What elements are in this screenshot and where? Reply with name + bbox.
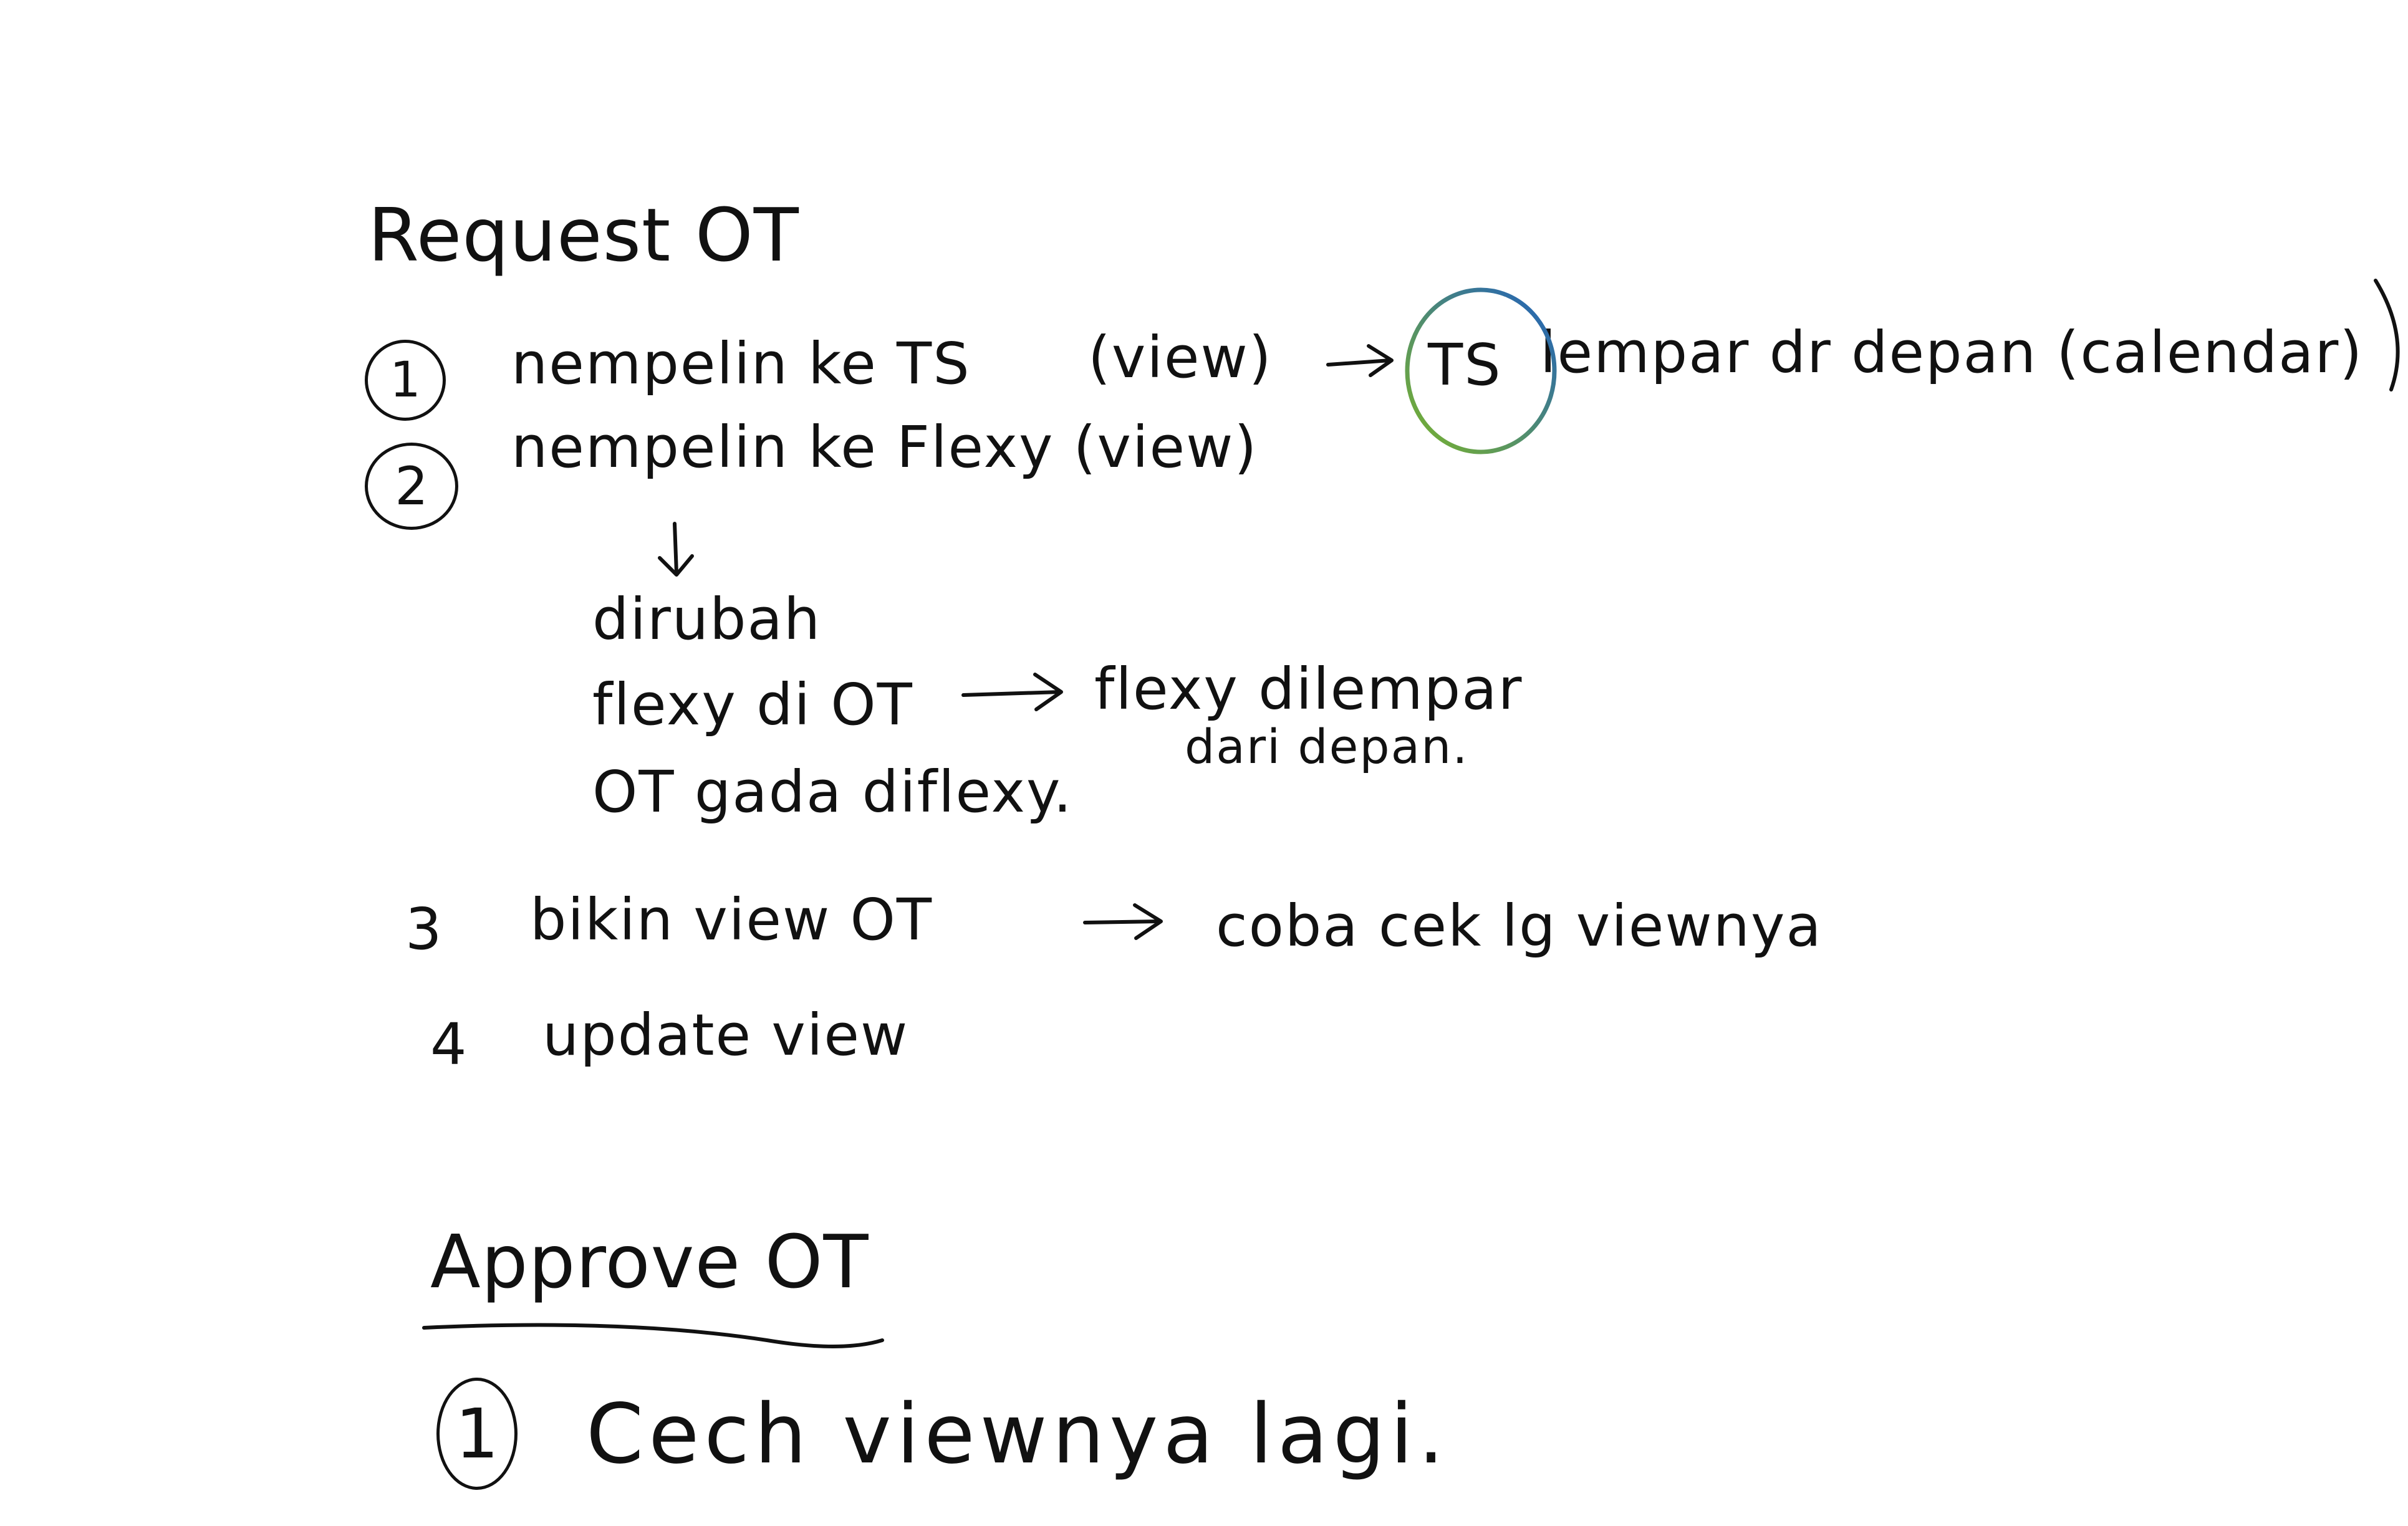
arrow-right-icon xyxy=(1085,905,1161,938)
request-item-2-sub-line-1: flexy di OT xyxy=(592,671,913,738)
request-item-4-number: 4 xyxy=(430,1011,467,1078)
request-item-1-highlight-text: TS xyxy=(1428,332,1502,398)
approve-item-1-number: 1 xyxy=(436,1378,518,1490)
request-item-3-number: 3 xyxy=(405,896,442,962)
arrow-down-icon xyxy=(660,524,692,575)
bracket-stroke xyxy=(2376,281,2398,390)
heading-underline-stroke xyxy=(424,1325,882,1347)
request-item-2-text: nempelin ke Flexy (view) xyxy=(511,414,1258,481)
request-item-2-number: 2 xyxy=(365,443,458,530)
request-item-2-sub-heading: dirubah xyxy=(592,586,822,653)
request-item-3-text: bikin view OT xyxy=(530,886,933,953)
request-item-1-note: (view) xyxy=(1088,324,1273,391)
request-item-2-sub-line-2: OT gada diflexy. xyxy=(592,759,1073,825)
request-item-3-result: coba cek lg viewnya xyxy=(1216,893,1823,959)
request-item-1-result: lempar dr depan (calendar) xyxy=(1540,319,2364,386)
request-item-4-text: update view xyxy=(542,1002,909,1068)
request-ot-heading: Request OT xyxy=(368,192,799,278)
request-item-1-number: 1 xyxy=(365,340,446,421)
request-item-1-text: nempelin ke TS xyxy=(511,330,971,397)
arrow-right-icon xyxy=(1328,346,1392,375)
request-item-2-sub-result-1: flexy dilempar xyxy=(1094,656,1523,722)
approve-item-1-text: Cech viewnya lagi. xyxy=(586,1386,1450,1482)
arrow-right-icon xyxy=(963,674,1061,709)
approve-ot-heading: Approve OT xyxy=(430,1219,869,1305)
request-item-2-sub-result-2: dari depan. xyxy=(1185,719,1469,774)
